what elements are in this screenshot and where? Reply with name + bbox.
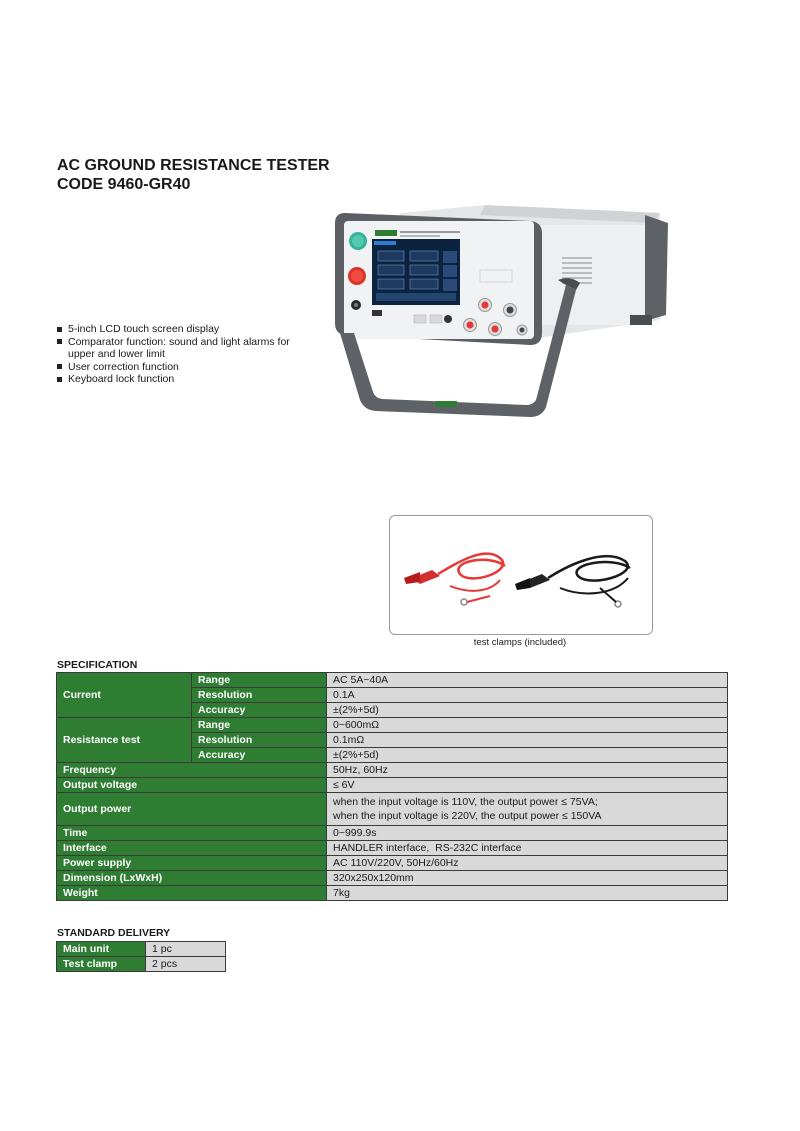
cell-value: 320x250x120mm bbox=[327, 871, 728, 886]
delivery-table bbox=[56, 941, 226, 972]
table-row bbox=[57, 856, 728, 871]
cell-value: AC 110V/220V, 50Hz/60Hz bbox=[327, 856, 728, 871]
table-row bbox=[57, 673, 728, 688]
row-label: Time bbox=[57, 826, 327, 841]
output-power-line: when the input voltage is 220V, the output power ≤ 150VA bbox=[333, 810, 602, 822]
table-row bbox=[57, 841, 728, 856]
row-label: Interface bbox=[57, 841, 327, 856]
cell-value: 7kg bbox=[327, 886, 728, 901]
feature-item: Keyboard lock function bbox=[57, 373, 302, 386]
row-label: Output power bbox=[57, 793, 327, 826]
table-row bbox=[57, 763, 728, 778]
table-row bbox=[57, 886, 728, 901]
table-row bbox=[57, 826, 728, 841]
cell-value: AC 5A~40A bbox=[327, 673, 728, 688]
table-row bbox=[57, 942, 226, 957]
sub-label: Resolution bbox=[192, 733, 327, 748]
device-image bbox=[330, 195, 675, 430]
cell-value bbox=[327, 793, 728, 826]
feature-item: Comparator function: sound and light alarms for upper and lower limit bbox=[57, 336, 302, 361]
cell-value: ≤ 6V bbox=[327, 778, 728, 793]
cell-value: 0.1A bbox=[327, 688, 728, 703]
clamps-caption: test clamps (included) bbox=[473, 637, 567, 648]
table-row bbox=[57, 957, 226, 972]
row-label: Weight bbox=[57, 886, 327, 901]
cell-value: ±(2%+5d) bbox=[327, 703, 728, 718]
row-label: Test clamp bbox=[57, 957, 146, 972]
table-row bbox=[57, 793, 728, 826]
row-label: Frequency bbox=[57, 763, 327, 778]
test-clamps-illustration bbox=[390, 516, 652, 634]
sub-label: Accuracy bbox=[192, 703, 327, 718]
cell-value: 0~600mΩ bbox=[327, 718, 728, 733]
row-label: Power supply bbox=[57, 856, 327, 871]
specification-heading: SPECIFICATION bbox=[57, 659, 138, 671]
table-row bbox=[57, 778, 728, 793]
specification-table bbox=[56, 672, 728, 901]
sub-label: Range bbox=[192, 718, 327, 733]
row-label: Output voltage bbox=[57, 778, 327, 793]
feature-item: 5-inch LCD touch screen display bbox=[57, 323, 302, 336]
cell-value: 0.1mΩ bbox=[327, 733, 728, 748]
cell-value: 0~999.9s bbox=[327, 826, 728, 841]
cell-value: HANDLER interface, RS-232C interface bbox=[327, 841, 728, 856]
product-title bbox=[57, 156, 330, 194]
cell-value: 50Hz, 60Hz bbox=[327, 763, 728, 778]
row-label: Resistance test bbox=[57, 718, 192, 763]
row-label: Dimension (LxWxH) bbox=[57, 871, 327, 886]
sub-label: Range bbox=[192, 673, 327, 688]
test-clamps-image bbox=[389, 515, 653, 635]
product-code: CODE 9460-GR40 bbox=[57, 176, 191, 193]
feature-list bbox=[57, 323, 302, 386]
table-row bbox=[57, 871, 728, 886]
row-label: Main unit bbox=[57, 942, 146, 957]
feature-item: User correction function bbox=[57, 361, 302, 374]
sub-label: Accuracy bbox=[192, 748, 327, 763]
output-power-line: when the input voltage is 110V, the output power ≤ 75VA; bbox=[333, 796, 598, 808]
cell-value: 1 pc bbox=[146, 942, 226, 957]
table-row bbox=[57, 718, 728, 733]
sub-label: Resolution bbox=[192, 688, 327, 703]
row-label: Current bbox=[57, 673, 192, 718]
product-name: AC GROUND RESISTANCE TESTER bbox=[57, 157, 330, 174]
cell-value: 2 pcs bbox=[146, 957, 226, 972]
delivery-heading: STANDARD DELIVERY bbox=[57, 927, 171, 939]
cell-value: ±(2%+5d) bbox=[327, 748, 728, 763]
